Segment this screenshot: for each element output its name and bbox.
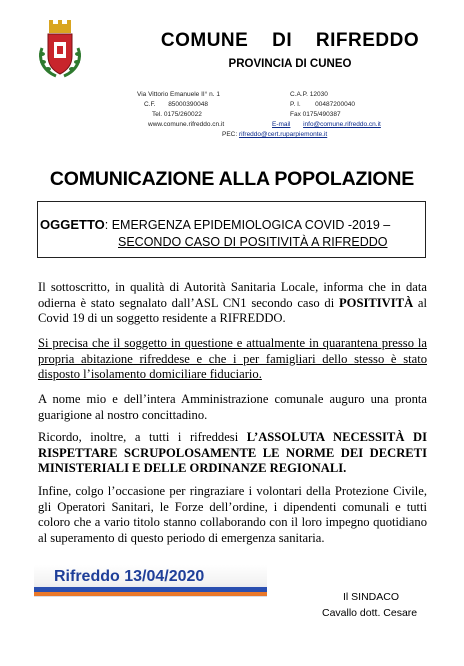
address-street: Via Vittorio Emanuele II° n. 1	[137, 91, 220, 98]
date-text: Rifreddo 13/04/2020	[54, 568, 205, 585]
address-piva: P. I. 00487200040	[290, 101, 355, 108]
subject-text-1: : EMERGENZA EPIDEMIOLOGICA COVID -2019 –	[104, 218, 391, 232]
paragraph-4	[38, 430, 427, 477]
address-fax: Fax 0175/490387	[290, 111, 341, 118]
paragraph-1	[38, 280, 427, 327]
email-link[interactable]: info@comune.rifreddo.cn.it	[303, 121, 381, 128]
date-banner	[34, 565, 267, 597]
paragraph-1-end: al Covid 19 di un soggetto residente a RIFREDDO.	[38, 295, 427, 325]
address-tel: Tel. 0175/260022	[152, 111, 202, 118]
province-subtitle: PROVINCIA DI CUNEO	[228, 58, 352, 70]
paragraph-1-text: Il sottoscritto, in qualità di Autorità Sanitaria Locale, informa che in data odierna è stato segnalato dall’ASL CN1 secondo caso di	[38, 280, 427, 310]
paragraph-3: A nome mio e dell’intera Amministrazione comunale auguro una pronta guarigione al nostro concittadino.	[38, 392, 427, 422]
address-pec-row	[222, 130, 327, 140]
pec-label: PEC:	[222, 131, 238, 138]
paragraph-4-text: Ricordo, inoltre, a tutti i rifreddesi	[38, 430, 247, 444]
address-email-row	[272, 120, 381, 130]
subject-label: OGGETTO	[40, 217, 105, 232]
paragraph-2: Si precisa che il soggetto in questione e attualmente in quarantena presso la propria abitazione rifreddese e che i per famigliari dello stesso è stato disposto l’isolamento domiciliare fiduciario.	[38, 336, 427, 381]
subject-line-1	[40, 217, 390, 232]
pec-link[interactable]: rifreddo@cert.ruparpiemonte.it	[238, 131, 328, 138]
email-label: E-mail	[272, 121, 291, 128]
address-web: www.comune.rifreddo.cn.it	[148, 121, 225, 128]
paragraph-5: Infine, colgo l’occasione per ringraziare i volontari della Protezione Civile, gli Operatori Sanitari, le Forze dell’ordine, i dipendenti comunali e tutti coloro che a vario titolo stanno collaborando con il loro impegno quotidiano al superamento di questo periodo di emergenza sanitaria.	[38, 484, 427, 545]
banner-orange-stripe	[34, 592, 267, 596]
address-cap: C.A.P. 12030	[290, 91, 328, 98]
address-cf: C.F. 85000390048	[144, 101, 208, 108]
subject-line-2: SECONDO CASO DI POSITIVITÀ A RIFREDDO	[118, 235, 388, 249]
signature-name: Cavallo dott. Cesare	[322, 607, 418, 619]
positivita-bold: POSITIVITÀ	[338, 295, 414, 310]
municipality-title: COMUNE DI RIFREDDO	[160, 30, 420, 51]
municipal-crest-icon	[36, 18, 84, 80]
signature-role: Il SINDACO	[343, 591, 400, 603]
page-title: COMUNICAZIONE ALLA POPOLAZIONE	[49, 168, 415, 190]
subject-box	[37, 201, 426, 258]
paragraph-4-bold: L’ASSOLUTA NECESSITÀ DI RISPETTARE SCRUPOLOSAMENTE LE NORME DEI DECRETI MINISTERIALI E DELLE ORDINANZE REGIONALI.	[38, 430, 427, 475]
